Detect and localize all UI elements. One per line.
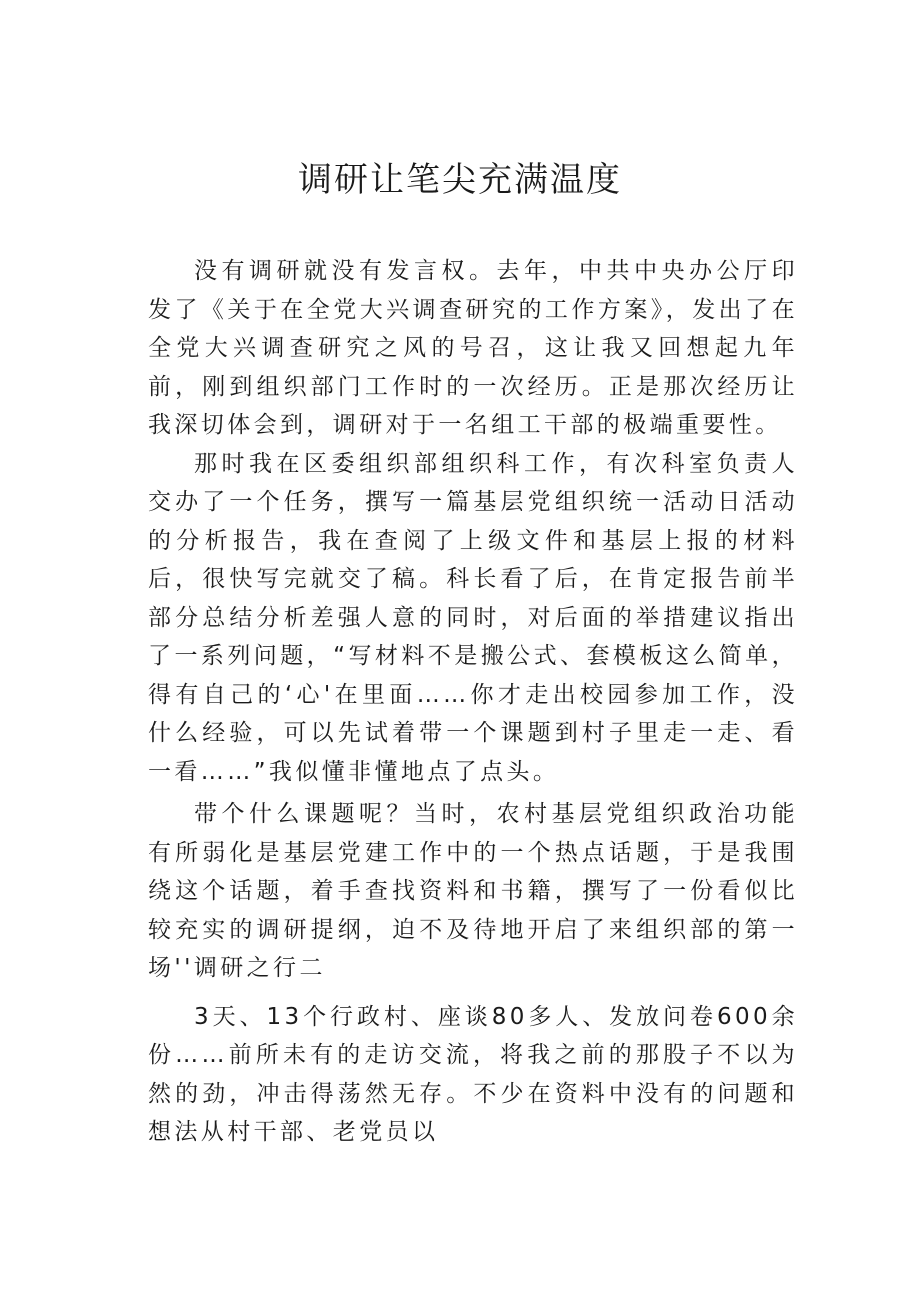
paragraph-3: 带个什么课题呢？当时，农村基层党组织政治功能有所弱化是基层党建工作中的一个热点话题，于是我围绕这个话题，着手查找资料和书籍，撰写了一份看似比较充实的调研提纲，迫不及待地开启了来组织部的第一场''调研之行二: [148, 801, 798, 981]
paragraph-4: 3天、13个行政村、座谈80多人、发放问卷600余份……前所未有的走访交流，将我之前的那股子不以为然的劲，冲击得荡然无存。不少在资料中没有的问题和想法从村干部、老党员以: [148, 1003, 798, 1145]
paragraph-2: 那时我在区委组织部组织科工作，有次科室负责人交办了一个任务，撰写一篇基层党组织统一活动日活动的分析报告，我在查阅了上级文件和基层上报的材料后，很快写完就交了稿。科长看了后，在肯定报告前半部分总结分析差强人意的同时，对后面的举措建议指出了一系列问题，“写材料不是搬公式、套模板这么简单，得有自己的‘心'在里面……你才走出校园参加工作，没什么经验，可以先试着带一个课题到村子里走一走、看一看……”我似懂非懂地点了点头。: [148, 450, 798, 785]
paragraph-1: 没有调研就没有发言权。去年，中共中央办公厅印发了《关于在全党大兴调查研究的工作方案》，发出了在全党大兴调查研究之风的号召，这让我又回想起九年前，刚到组织部门工作时的一次经历。正是那次经历让我深切体会到，调研对于一名组工干部的极端重要性。: [148, 258, 798, 438]
page-title: 调研让笔尖充满温度: [298, 160, 622, 200]
article-body: [148, 252, 798, 1152]
